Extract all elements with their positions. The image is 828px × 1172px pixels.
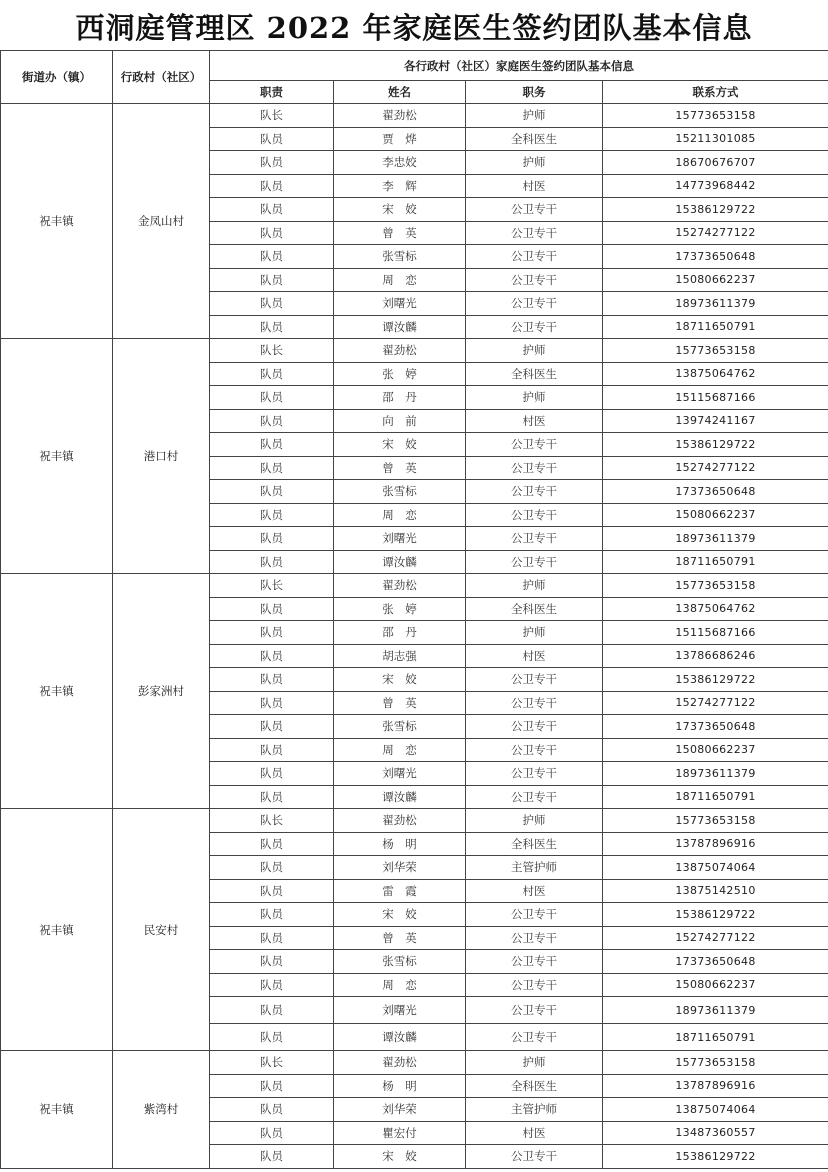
duty-cell: 队员 [210, 856, 334, 880]
title-cell: 护师 [466, 386, 603, 410]
name-cell: 周 恋 [334, 503, 466, 527]
duty-cell: 队员 [210, 621, 334, 645]
title-cell: 护师 [466, 339, 603, 363]
name-cell: 邵 丹 [334, 386, 466, 410]
name-cell: 周 恋 [334, 738, 466, 762]
contact-cell: 17373650648 [603, 715, 828, 739]
name-cell: 张雪标 [334, 950, 466, 974]
contact-cell: 18973611379 [603, 527, 828, 551]
contact-cell: 13787896916 [603, 1074, 828, 1098]
contact-cell: 18973611379 [603, 997, 828, 1024]
street-cell: 祝丰镇 [1, 104, 113, 339]
duty-cell: 队员 [210, 738, 334, 762]
contact-cell: 15773653158 [603, 809, 828, 833]
contact-cell: 14773968442 [603, 174, 828, 198]
duty-cell: 队员 [210, 1024, 334, 1051]
title-cell: 村医 [466, 1121, 603, 1145]
duty-cell: 队员 [210, 315, 334, 339]
contact-cell: 17373650648 [603, 480, 828, 504]
duty-cell: 队员 [210, 127, 334, 151]
contact-cell: 15773653158 [603, 574, 828, 598]
contact-cell: 15274277122 [603, 221, 828, 245]
duty-cell: 队员 [210, 527, 334, 551]
name-cell: 翟劲松 [334, 104, 466, 128]
title-cell: 全科医生 [466, 832, 603, 856]
duty-cell: 队长 [210, 339, 334, 363]
duty-cell: 队员 [210, 245, 334, 269]
duty-cell: 队员 [210, 362, 334, 386]
header-title: 职务 [466, 81, 603, 104]
title-cell: 公卫专干 [466, 221, 603, 245]
duty-cell: 队员 [210, 644, 334, 668]
name-cell: 宋 姣 [334, 1145, 466, 1169]
duty-cell: 队长 [210, 104, 334, 128]
contact-cell: 15773653158 [603, 104, 828, 128]
title-cell: 公卫专干 [466, 550, 603, 574]
header-group: 各行政村（社区）家庭医生签约团队基本信息 [210, 51, 828, 81]
duty-cell: 队员 [210, 832, 334, 856]
title-cell: 公卫专干 [466, 668, 603, 692]
contact-cell: 15115687166 [603, 386, 828, 410]
duty-cell: 队员 [210, 997, 334, 1024]
title-cell: 护师 [466, 1051, 603, 1075]
contact-cell: 15386129722 [603, 903, 828, 927]
duty-cell: 队长 [210, 574, 334, 598]
contact-cell: 13786686246 [603, 644, 828, 668]
name-cell: 杨 明 [334, 1074, 466, 1098]
title-cell: 全科医生 [466, 1074, 603, 1098]
header-village: 行政村（社区） [113, 51, 210, 104]
name-cell: 邵 丹 [334, 621, 466, 645]
duty-cell: 队员 [210, 503, 334, 527]
title-cell: 公卫专干 [466, 503, 603, 527]
contact-cell: 15386129722 [603, 668, 828, 692]
title-cell: 公卫专干 [466, 292, 603, 316]
title-cell: 村医 [466, 174, 603, 198]
contact-cell: 15115687166 [603, 621, 828, 645]
name-cell: 翟劲松 [334, 339, 466, 363]
duty-cell: 队员 [210, 198, 334, 222]
street-cell: 祝丰镇 [1, 809, 113, 1051]
name-cell: 刘曙光 [334, 527, 466, 551]
name-cell: 李 辉 [334, 174, 466, 198]
contact-cell: 17373650648 [603, 245, 828, 269]
name-cell: 曾 英 [334, 926, 466, 950]
contact-cell: 15773653158 [603, 339, 828, 363]
table-row [1, 104, 828, 128]
contact-cell: 15386129722 [603, 198, 828, 222]
contact-cell: 15080662237 [603, 503, 828, 527]
contact-cell: 15386129722 [603, 1145, 828, 1169]
name-cell: 谭汝麟 [334, 785, 466, 809]
name-cell: 宋 姣 [334, 433, 466, 457]
title-cell: 公卫专干 [466, 456, 603, 480]
contact-cell: 13787896916 [603, 832, 828, 856]
duty-cell: 队员 [210, 903, 334, 927]
title-cell: 护师 [466, 151, 603, 175]
title-cell: 主管护师 [466, 1098, 603, 1122]
title-cell: 公卫专干 [466, 926, 603, 950]
duty-cell: 队员 [210, 785, 334, 809]
name-cell: 张雪标 [334, 245, 466, 269]
name-cell: 谭汝麟 [334, 1024, 466, 1051]
duty-cell: 队员 [210, 715, 334, 739]
contact-cell: 18973611379 [603, 292, 828, 316]
name-cell: 贾 烨 [334, 127, 466, 151]
duty-cell: 队员 [210, 550, 334, 574]
header-contact: 联系方式 [603, 81, 828, 104]
title-cell: 公卫专干 [466, 973, 603, 997]
name-cell: 周 恋 [334, 973, 466, 997]
title-cell: 公卫专干 [466, 315, 603, 339]
village-cell: 紫湾村 [113, 1051, 210, 1169]
title-cell: 护师 [466, 809, 603, 833]
title-cell: 公卫专干 [466, 691, 603, 715]
duty-cell: 队员 [210, 409, 334, 433]
duty-cell: 队员 [210, 950, 334, 974]
title-cell: 公卫专干 [466, 738, 603, 762]
title-cell: 公卫专干 [466, 785, 603, 809]
name-cell: 宋 姣 [334, 668, 466, 692]
duty-cell: 队员 [210, 691, 334, 715]
name-cell: 胡志强 [334, 644, 466, 668]
duty-cell: 队员 [210, 973, 334, 997]
table-row [1, 809, 828, 833]
name-cell: 张 婷 [334, 597, 466, 621]
name-cell: 翟劲松 [334, 574, 466, 598]
street-cell: 祝丰镇 [1, 339, 113, 574]
title-cell: 护师 [466, 621, 603, 645]
village-cell: 民安村 [113, 809, 210, 1051]
title-cell: 公卫专干 [466, 527, 603, 551]
contact-cell: 13974241167 [603, 409, 828, 433]
contact-cell: 15274277122 [603, 926, 828, 950]
title-cell: 公卫专干 [466, 480, 603, 504]
name-cell: 曾 英 [334, 691, 466, 715]
name-cell: 杨 明 [334, 832, 466, 856]
duty-cell: 队员 [210, 292, 334, 316]
contact-cell: 13875064762 [603, 597, 828, 621]
duty-cell: 队员 [210, 1098, 334, 1122]
contact-cell: 18711650791 [603, 1024, 828, 1051]
contact-cell: 15274277122 [603, 456, 828, 480]
duty-cell: 队员 [210, 386, 334, 410]
title-cell: 公卫专干 [466, 715, 603, 739]
title-cell: 公卫专干 [466, 997, 603, 1024]
duty-cell: 队员 [210, 151, 334, 175]
duty-cell: 队员 [210, 762, 334, 786]
contact-cell: 15773653158 [603, 1051, 828, 1075]
duty-cell: 队员 [210, 1145, 334, 1169]
duty-cell: 队长 [210, 809, 334, 833]
title-cell: 全科医生 [466, 362, 603, 386]
duty-cell: 队员 [210, 433, 334, 457]
team-info-table [0, 50, 828, 1169]
title-cell: 公卫专干 [466, 198, 603, 222]
street-cell: 祝丰镇 [1, 574, 113, 809]
name-cell: 刘华荣 [334, 856, 466, 880]
name-cell: 张雪标 [334, 480, 466, 504]
title-cell: 公卫专干 [466, 1024, 603, 1051]
contact-cell: 17373650648 [603, 950, 828, 974]
name-cell: 翟劲松 [334, 1051, 466, 1075]
title-cell: 公卫专干 [466, 950, 603, 974]
village-cell: 彭家洲村 [113, 574, 210, 809]
duty-cell: 队员 [210, 879, 334, 903]
contact-cell: 15080662237 [603, 268, 828, 292]
name-cell: 张 婷 [334, 362, 466, 386]
name-cell: 刘曙光 [334, 292, 466, 316]
contact-cell: 15080662237 [603, 973, 828, 997]
contact-cell: 13875074064 [603, 1098, 828, 1122]
duty-cell: 队员 [210, 926, 334, 950]
duty-cell: 队员 [210, 597, 334, 621]
contact-cell: 18711650791 [603, 315, 828, 339]
title-cell: 公卫专干 [466, 245, 603, 269]
title-cell: 主管护师 [466, 856, 603, 880]
duty-cell: 队员 [210, 456, 334, 480]
contact-cell: 15386129722 [603, 433, 828, 457]
name-cell: 刘华荣 [334, 1098, 466, 1122]
duty-cell: 队长 [210, 1051, 334, 1075]
name-cell: 雷 霞 [334, 879, 466, 903]
page-title: 西洞庭管理区 2022 年家庭医生签约团队基本信息 [75, 11, 753, 45]
name-cell: 刘曙光 [334, 762, 466, 786]
title-cell: 公卫专干 [466, 1145, 603, 1169]
duty-cell: 队员 [210, 268, 334, 292]
contact-cell: 13487360557 [603, 1121, 828, 1145]
contact-cell: 13875064762 [603, 362, 828, 386]
table-body [1, 104, 828, 1169]
duty-cell: 队员 [210, 1121, 334, 1145]
name-cell: 张雪标 [334, 715, 466, 739]
village-cell: 金凤山村 [113, 104, 210, 339]
contact-cell: 18973611379 [603, 762, 828, 786]
name-cell: 周 恋 [334, 268, 466, 292]
duty-cell: 队员 [210, 480, 334, 504]
title-cell: 护师 [466, 104, 603, 128]
name-cell: 翟劲松 [334, 809, 466, 833]
title-cell: 村医 [466, 879, 603, 903]
title-cell: 公卫专干 [466, 268, 603, 292]
contact-cell: 15080662237 [603, 738, 828, 762]
contact-cell: 18670676707 [603, 151, 828, 175]
header-street: 街道办（镇） [1, 51, 113, 104]
contact-cell: 18711650791 [603, 785, 828, 809]
title-cell: 护师 [466, 574, 603, 598]
contact-cell: 15211301085 [603, 127, 828, 151]
table-row [1, 339, 828, 363]
header-name: 姓名 [334, 81, 466, 104]
table-row [1, 574, 828, 598]
contact-cell: 15274277122 [603, 691, 828, 715]
contact-cell: 13875074064 [603, 856, 828, 880]
name-cell: 曾 英 [334, 221, 466, 245]
name-cell: 向 前 [334, 409, 466, 433]
name-cell: 曾 英 [334, 456, 466, 480]
title-cell: 村医 [466, 644, 603, 668]
name-cell: 瞿宏付 [334, 1121, 466, 1145]
title-cell: 公卫专干 [466, 903, 603, 927]
name-cell: 宋 姣 [334, 903, 466, 927]
title-cell: 全科医生 [466, 127, 603, 151]
name-cell: 宋 姣 [334, 198, 466, 222]
street-cell: 祝丰镇 [1, 1051, 113, 1169]
duty-cell: 队员 [210, 221, 334, 245]
village-cell: 港口村 [113, 339, 210, 574]
table-row [1, 1051, 828, 1075]
title-cell: 村医 [466, 409, 603, 433]
duty-cell: 队员 [210, 1074, 334, 1098]
header-duty: 职责 [210, 81, 334, 104]
contact-cell: 13875142510 [603, 879, 828, 903]
contact-cell: 18711650791 [603, 550, 828, 574]
title-cell: 全科医生 [466, 597, 603, 621]
title-cell: 公卫专干 [466, 433, 603, 457]
name-cell: 李忠姣 [334, 151, 466, 175]
title-cell: 公卫专干 [466, 762, 603, 786]
duty-cell: 队员 [210, 174, 334, 198]
name-cell: 谭汝麟 [334, 550, 466, 574]
name-cell: 谭汝麟 [334, 315, 466, 339]
name-cell: 刘曙光 [334, 997, 466, 1024]
duty-cell: 队员 [210, 668, 334, 692]
